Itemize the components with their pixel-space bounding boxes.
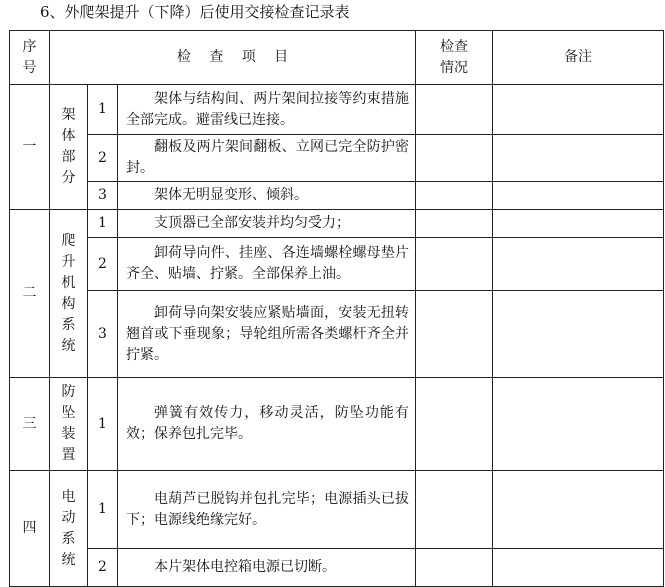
category-char: 防 [61, 384, 76, 400]
check-cell[interactable] [416, 238, 493, 291]
category-char: 系 [61, 530, 76, 547]
item-text: 翻板及两片架间翻板、立网已完全防护密封。 [118, 135, 416, 182]
category-char: 爬 [61, 232, 76, 249]
check-cell[interactable] [416, 210, 493, 238]
table-row [10, 135, 664, 182]
remark-cell[interactable] [493, 378, 664, 471]
section-seq: 一 [10, 85, 50, 210]
check-cell[interactable] [416, 549, 493, 587]
table-row [10, 549, 664, 587]
category-char: 机 [61, 274, 76, 291]
check-cell[interactable] [416, 471, 493, 549]
item-text: 卸荷导向件、挂座、各连墙螺栓螺母垫片齐全、贴墙、拧紧。全部保养上油。 [118, 238, 416, 291]
item-text: 弹簧有效传力，移动灵活，防坠功能有效；保养包扎完毕。 [118, 378, 416, 471]
header-check-line1: 检查 [440, 38, 468, 55]
item-text: 本片架体电控箱电源已切断。 [118, 549, 416, 587]
section-category [50, 471, 88, 587]
item-no: 2 [88, 238, 118, 291]
table-row [10, 471, 664, 549]
table-row [10, 238, 664, 291]
category-char: 动 [61, 509, 76, 526]
category-char: 架 [61, 107, 76, 123]
remark-cell[interactable] [493, 182, 664, 210]
section-seq: 四 [10, 471, 50, 587]
item-no: 2 [88, 135, 118, 182]
section-category [50, 210, 88, 378]
category-char: 统 [61, 551, 76, 568]
category-char: 部 [61, 149, 76, 165]
table-title: 6、外爬架提升（下降）后使用交接检查记录表 [40, 3, 350, 21]
item-text: 卸荷导向架安装应紧贴墙面，安装无扭转翘首或下垂现象；导轮组所需各类螺杆齐全并拧紧。 [118, 291, 416, 378]
item-text: 架体与结构间、两片架间拉接等约束措施全部完成。避雷线已连接。 [118, 85, 416, 135]
category-char: 置 [61, 447, 76, 463]
section-seq: 三 [10, 378, 50, 471]
header-item [50, 31, 416, 85]
remark-cell[interactable] [493, 291, 664, 378]
category-char: 系 [61, 316, 76, 333]
item-no: 1 [88, 378, 118, 471]
category-char: 升 [61, 253, 76, 270]
item-no: 1 [88, 85, 118, 135]
item-text: 电葫芦已脱钩并包扎完毕；电源插头已拔下；电源线绝缘完好。 [118, 471, 416, 549]
category-char: 构 [61, 295, 76, 312]
header-seq-line2: 号 [22, 59, 37, 76]
section-seq: 二 [10, 210, 50, 378]
table-row [10, 85, 664, 135]
header-seq [10, 31, 50, 85]
table-row [10, 210, 664, 238]
item-no: 3 [88, 291, 118, 378]
category-char: 统 [61, 337, 76, 354]
table-row [10, 291, 664, 378]
check-cell[interactable] [416, 378, 493, 471]
header-seq-line1: 序 [22, 38, 37, 55]
header-item-label: 检 查 项 目 [176, 49, 289, 65]
table-row [10, 182, 664, 210]
check-cell[interactable] [416, 135, 493, 182]
header-check [416, 31, 493, 85]
header-check-line2: 情况 [440, 59, 468, 76]
category-char: 装 [61, 426, 76, 442]
category-char: 坠 [61, 405, 76, 421]
remark-cell[interactable] [493, 549, 664, 587]
remark-cell[interactable] [493, 135, 664, 182]
remark-cell[interactable] [493, 85, 664, 135]
check-cell[interactable] [416, 182, 493, 210]
item-no: 1 [88, 210, 118, 238]
header-remark: 备注 [493, 31, 664, 85]
inspection-record-table [9, 30, 664, 587]
check-cell[interactable] [416, 291, 493, 378]
check-cell[interactable] [416, 85, 493, 135]
remark-cell[interactable] [493, 238, 664, 291]
table-row [10, 378, 664, 471]
category-char: 分 [61, 170, 76, 186]
section-category [50, 378, 88, 471]
item-no: 2 [88, 549, 118, 587]
remark-cell[interactable] [493, 471, 664, 549]
category-char: 电 [61, 488, 76, 505]
item-text: 支顶器已全部安装并均匀受力； [118, 210, 416, 238]
section-category [50, 85, 88, 210]
item-no: 3 [88, 182, 118, 210]
category-char: 体 [61, 128, 76, 144]
header-row [10, 31, 664, 85]
remark-cell[interactable] [493, 210, 664, 238]
item-text: 架体无明显变形、倾斜。 [118, 182, 416, 210]
item-no: 1 [88, 471, 118, 549]
